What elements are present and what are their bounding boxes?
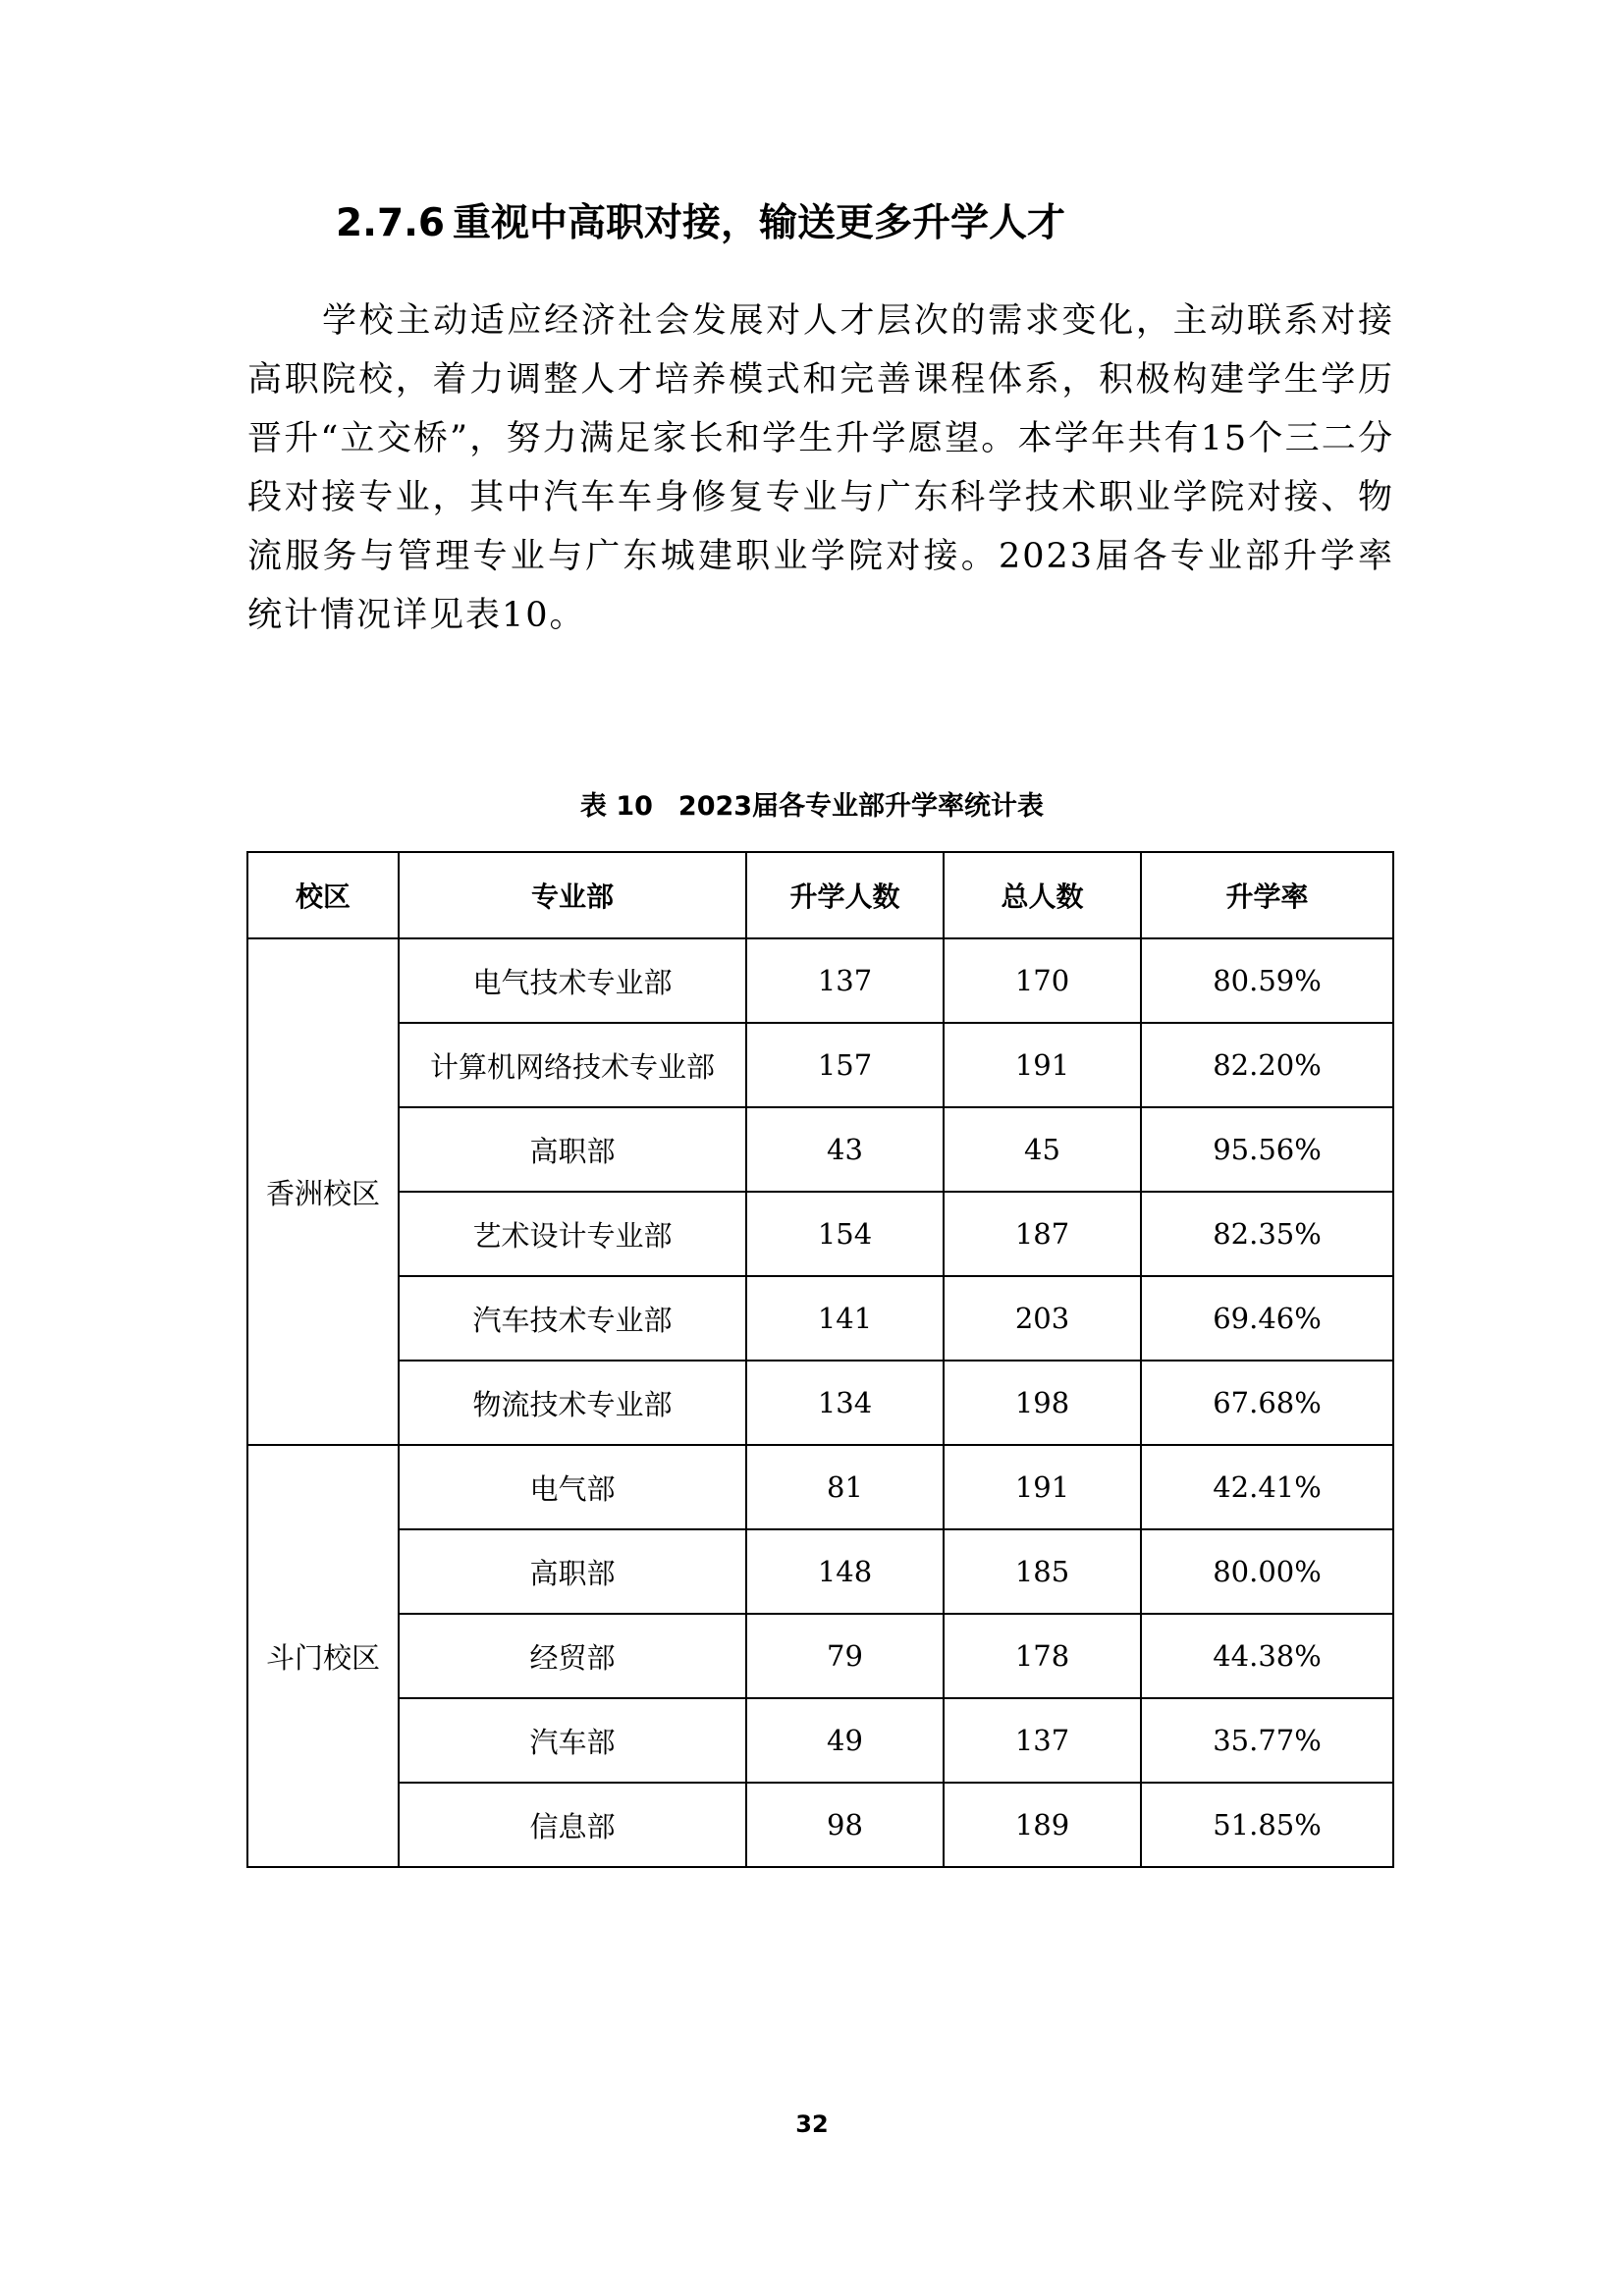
admitted-count-cell: 157 [746,1023,944,1107]
page-number: 32 [795,2110,829,2138]
rate-cell: 44.38% [1141,1614,1393,1698]
table-row [247,1107,1393,1192]
department-cell: 经贸部 [399,1614,746,1698]
admitted-count-cell: 141 [746,1276,944,1361]
rate-cell: 82.20% [1141,1023,1393,1107]
department-cell: 高职部 [399,1529,746,1614]
rate-cell: 80.00% [1141,1529,1393,1614]
table-row [247,1614,1393,1698]
table-row [247,1698,1393,1783]
total-count-cell: 170 [944,938,1141,1023]
table-row [247,1445,1393,1529]
admitted-count-cell: 154 [746,1192,944,1276]
department-cell: 物流技术专业部 [399,1361,746,1445]
rate-cell: 95.56% [1141,1107,1393,1192]
header-campus: 校区 [247,852,399,938]
table-row [247,1276,1393,1361]
table-row [247,1361,1393,1445]
department-cell: 艺术设计专业部 [399,1192,746,1276]
admitted-count-cell: 137 [746,938,944,1023]
table-header-row [247,852,1393,938]
admitted-count-cell: 49 [746,1698,944,1783]
total-count-cell: 191 [944,1023,1141,1107]
table-row [247,1783,1393,1867]
department-cell: 电气技术专业部 [399,938,746,1023]
rate-cell: 67.68% [1141,1361,1393,1445]
rate-cell: 42.41% [1141,1445,1393,1529]
header-rate: 升学率 [1141,852,1393,938]
header-department: 专业部 [399,852,746,938]
campus-cell: 香洲校区 [247,938,399,1445]
body-paragraph: 学校主动适应经济社会发展对人才层次的需求变化，主动联系对接高职院校，着力调整人才培养模式和完善课程体系，积极构建学生学历晋升“立交桥”，努力满足家长和学生升学愿望。本学年共有15个三二分段对接专业，其中汽车车身修复专业与广东科学技术职业学院对接、物流服务与管理专业与广东城建职业学院对接。2023届各专业部升学率统计情况详见表10。 [247,301,1394,635]
header-admitted: 升学人数 [746,852,944,938]
department-cell: 信息部 [399,1783,746,1867]
table-row [247,1529,1393,1614]
department-cell: 电气部 [399,1445,746,1529]
department-cell: 高职部 [399,1107,746,1192]
rate-cell: 51.85% [1141,1783,1393,1867]
department-cell: 汽车技术专业部 [399,1276,746,1361]
rate-cell: 35.77% [1141,1698,1393,1783]
table-caption-title: 2023届各专业部升学率统计表 [677,791,1045,822]
admitted-count-cell: 43 [746,1107,944,1192]
rate-cell: 69.46% [1141,1276,1393,1361]
total-count-cell: 185 [944,1529,1141,1614]
table-caption-label: 表 10 [579,791,653,822]
total-count-cell: 189 [944,1783,1141,1867]
table-caption [0,785,1624,828]
section-heading [336,192,1065,255]
total-count-cell: 191 [944,1445,1141,1529]
table-row [247,1192,1393,1276]
total-count-cell: 187 [944,1192,1141,1276]
department-cell: 计算机网络技术专业部 [399,1023,746,1107]
table-body [247,938,1393,1867]
admitted-count-cell: 148 [746,1529,944,1614]
admitted-count-cell: 98 [746,1783,944,1867]
enrollment-rate-table [246,851,1394,1868]
campus-cell: 斗门校区 [247,1445,399,1867]
section-number: 2.7.6 [336,201,446,245]
section-title: 重视中高职对接，输送更多升学人才 [453,201,1066,245]
admitted-count-cell: 79 [746,1614,944,1698]
rate-cell: 82.35% [1141,1192,1393,1276]
total-count-cell: 198 [944,1361,1141,1445]
table-row [247,938,1393,1023]
total-count-cell: 203 [944,1276,1141,1361]
total-count-cell: 137 [944,1698,1141,1783]
header-total: 总人数 [944,852,1141,938]
table-row [247,1023,1393,1107]
admitted-count-cell: 134 [746,1361,944,1445]
department-cell: 汽车部 [399,1698,746,1783]
total-count-cell: 178 [944,1614,1141,1698]
rate-cell: 80.59% [1141,938,1393,1023]
admitted-count-cell: 81 [746,1445,944,1529]
total-count-cell: 45 [944,1107,1141,1192]
